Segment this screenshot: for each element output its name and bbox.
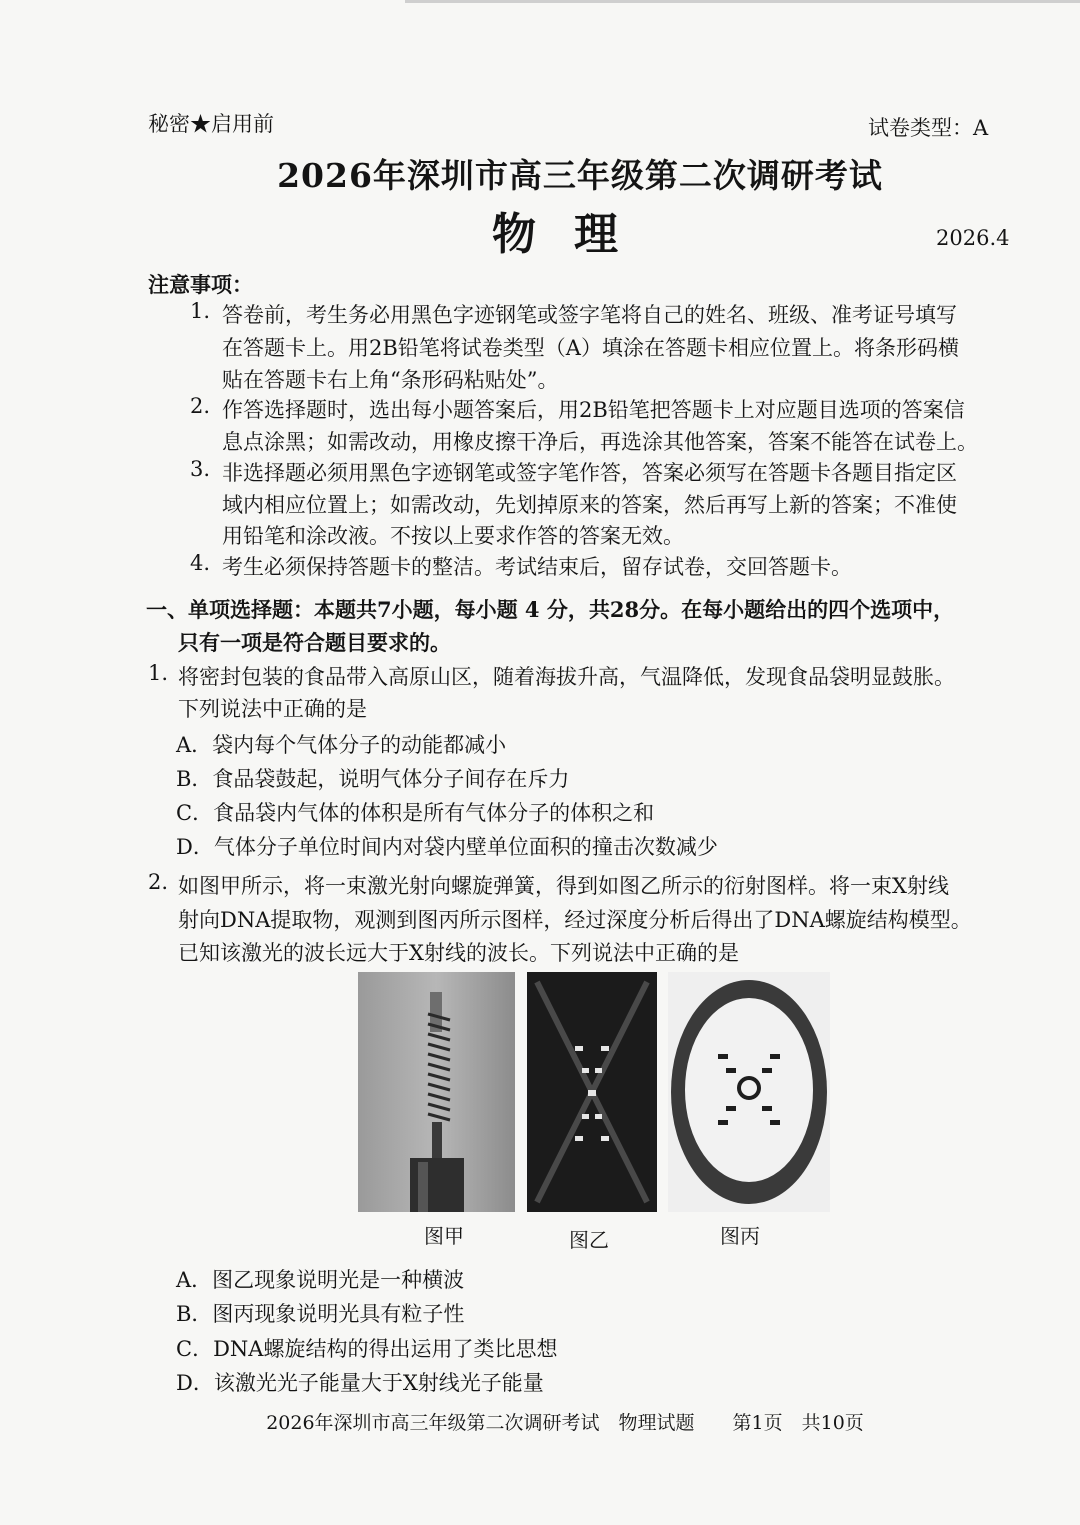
question-text: 下列说法中正确的是 xyxy=(178,697,367,721)
page-footer: 2026年深圳市高三年级第二次调研考试 物理试题 第1页 共10页 xyxy=(266,1412,864,1434)
notice-line: 用铅笔和涂改液。不按以上要求作答的答案无效。 xyxy=(222,524,684,548)
question-number: 2. xyxy=(148,870,169,894)
paper-type-label: 试卷类型：A xyxy=(868,116,989,140)
notice-line: 在答题卡上。用2B铅笔将试卷类型（A）填涂在答题卡相应位置上。将条形码横 xyxy=(222,336,959,360)
question-text: 已知该激光的波长远大于X射线的波长。下列说法中正确的是 xyxy=(178,941,739,965)
exam-date: 2026.4 xyxy=(936,226,1010,250)
notice-line: 非选择题必须用黑色字迹钢笔或签字笔作答，答案必须写在答题卡各题目指定区 xyxy=(222,461,957,485)
figure-caption-yi: 图乙 xyxy=(569,1228,609,1252)
section-title-cont: 只有一项是符合题目要求的。 xyxy=(178,630,451,655)
notice-item-number: 3. xyxy=(190,457,211,481)
figure-spring-photo xyxy=(358,972,515,1212)
subject-title: 物理 xyxy=(492,209,656,260)
option-a: A．图乙现象说明光是一种横波 xyxy=(176,1268,465,1292)
option-a: A．袋内每个气体分子的动能都减小 xyxy=(176,733,507,757)
figure-diffraction-pattern xyxy=(527,972,657,1212)
option-d: D．该激光光子能量大于X射线光子能量 xyxy=(176,1371,544,1395)
question-text: 射向DNA提取物，观测到图丙所示图样，经过深度分析后得出了DNA螺旋结构模型。 xyxy=(178,908,972,932)
notice-item-number: 1. xyxy=(190,299,211,323)
notice-line: 考生必须保持答题卡的整洁。考试结束后，留存试卷，交回答题卡。 xyxy=(222,555,852,579)
secrecy-label: 秘密★启用前 xyxy=(148,112,274,136)
notice-line: 域内相应位置上；如需改动，先划掉原来的答案，然后再写上新的答案；不准使 xyxy=(222,493,957,517)
option-b: B．食品袋鼓起，说明气体分子间存在斥力 xyxy=(176,767,570,791)
option-c: C．食品袋内气体的体积是所有气体分子的体积之和 xyxy=(176,801,655,825)
notice-line: 贴在答题卡右上角“条形码粘贴处”。 xyxy=(222,368,559,392)
notice-line: 息点涂黑；如需改动，用橡皮擦干净后，再选涂其他答案，答案不能答在试卷上。 xyxy=(222,430,978,454)
section-title: 一、单项选择题：本题共7小题，每小题 4 分，共28分。在每小题给出的四个选项中， xyxy=(146,597,955,622)
figure-caption-jia: 图甲 xyxy=(424,1224,464,1248)
figure-xray-pattern xyxy=(668,972,830,1212)
notice-line: 作答选择题时，选出每小题答案后，用2B铅笔把答题卡上对应题目选项的答案信 xyxy=(222,398,965,422)
exam-title: 2026年深圳市高三年级第二次调研考试 xyxy=(277,156,883,195)
option-c: C．DNA螺旋结构的得出运用了类比思想 xyxy=(176,1337,558,1361)
notice-title: 注意事项： xyxy=(148,272,253,297)
question-text: 如图甲所示，将一束激光射向螺旋弹簧，得到如图乙所示的衍射图样。将一束X射线 xyxy=(178,874,949,898)
scan-edge-line xyxy=(405,0,1080,3)
notice-item-number: 2. xyxy=(190,394,211,418)
figure-caption-bing: 图丙 xyxy=(720,1224,760,1248)
question-number: 1. xyxy=(148,661,169,685)
question-text: 将密封包装的食品带入高原山区，随着海拔升高，气温降低，发现食品袋明显鼓胀。 xyxy=(178,665,955,689)
option-d: D．气体分子单位时间内对袋内壁单位面积的撞击次数减少 xyxy=(176,835,718,859)
notice-line: 答卷前，考生务必用黑色字迹钢笔或签字笔将自己的姓名、班级、准考证号填写 xyxy=(222,303,957,327)
option-b: B．图丙现象说明光具有粒子性 xyxy=(176,1302,465,1326)
notice-item-number: 4. xyxy=(190,551,211,575)
